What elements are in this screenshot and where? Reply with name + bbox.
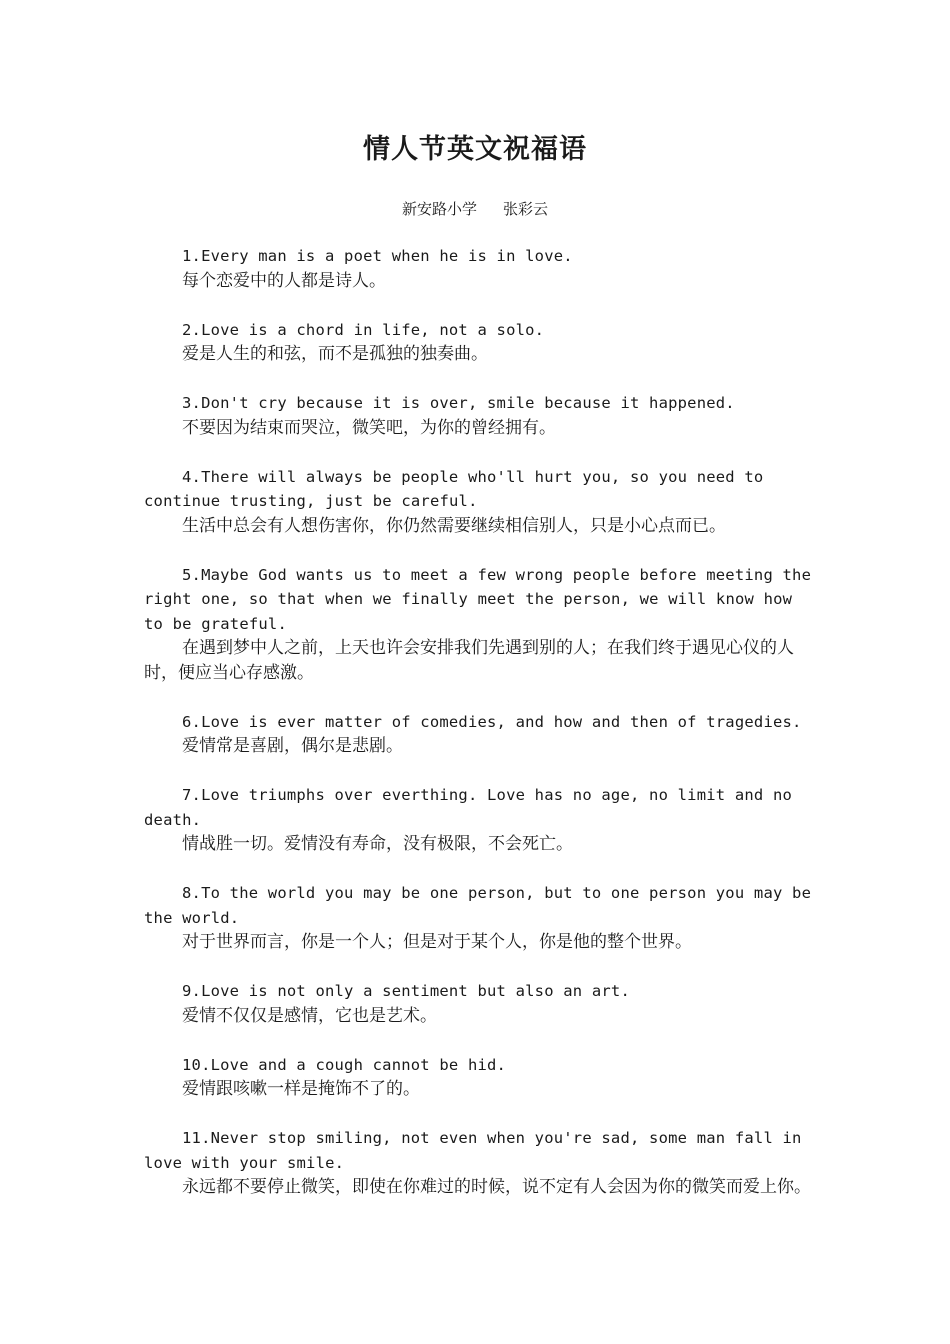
quote-english: 7.Love triumphs over everthing. Love has no age, no limit and no death. [144, 786, 793, 829]
quote-english: 9.Love is not only a sentiment but also an art. [182, 982, 630, 1000]
quote-item [144, 1126, 812, 1200]
quote-item [144, 244, 812, 293]
quote-chinese: 生活中总会有人想伤害你，你仍然需要继续相信别人，只是小心点而已。 [182, 515, 726, 536]
quote-english: 3.Don't cry because it is over, smile because it happened. [182, 394, 735, 412]
quote-english: 5.Maybe God wants us to meet a few wrong people before meeting the right one, so that when we finally meet the person, we will know how to be grateful. [144, 565, 812, 633]
quote-english: 10.Love and a cough cannot be hid. [182, 1055, 507, 1074]
document-title: 情人节英文祝福语 [363, 134, 587, 165]
quote-item [144, 710, 812, 759]
quote-list [144, 244, 812, 1224]
quote-item [144, 318, 812, 367]
quote-chinese: 爱情常是喜剧，偶尔是悲剧。 [182, 736, 403, 756]
quote-chinese: 爱情跟咳嗽一样是掩饰不了的。 [182, 1079, 420, 1099]
quote-english: 4.There will always be people who'll hurt you, so you need to continue trusting, just be careful. [144, 467, 764, 510]
quote-chinese: 在遇到梦中人之前，上天也许会安排我们先遇到别的人；在我们终于遇见心仪的人时，便应当心存感激。 [144, 638, 794, 683]
author-name: 张彩云 [503, 200, 549, 218]
quote-item [144, 881, 812, 955]
author-line [0, 198, 950, 220]
quote-item [144, 465, 812, 539]
quote-english: 2.Love is a chord in life, not a solo. [182, 320, 545, 339]
quote-english: 8.To the world you may be one person, but to one person you may be the world. [144, 884, 812, 927]
quote-english: 1.Every man is a poet when he is in love. [182, 247, 573, 265]
quote-chinese: 对于世界而言，你是一个人；但是对于某个人，你是他的整个世界。 [182, 932, 692, 952]
quote-item [144, 391, 812, 440]
school-name: 新安路小学 [401, 200, 477, 218]
quote-item [144, 1053, 812, 1102]
quote-chinese: 不要因为结束而哭泣，微笑吧，为你的曾经拥有。 [182, 417, 556, 438]
quote-english: 6.Love is ever matter of comedies, and how and then of tragedies. [182, 712, 802, 731]
quote-item [144, 783, 812, 857]
quote-item [144, 979, 812, 1028]
quote-item [144, 563, 812, 686]
quote-chinese: 爱是人生的和弦，而不是孤独的独奏曲。 [182, 344, 488, 364]
quote-chinese: 永远都不要停止微笑，即使在你难过的时候，说不定有人会因为你的微笑而爱上你。 [182, 1177, 811, 1197]
quote-chinese: 爱情不仅仅是感情，它也是艺术。 [182, 1005, 437, 1026]
quote-english: 11.Never stop smiling, not even when you're sad, some man fall in love with your smile. [144, 1129, 802, 1172]
quote-chinese: 情战胜一切。爱情没有寿命，没有极限，不会死亡。 [182, 834, 573, 854]
quote-chinese: 每个恋爱中的人都是诗人。 [182, 270, 386, 291]
